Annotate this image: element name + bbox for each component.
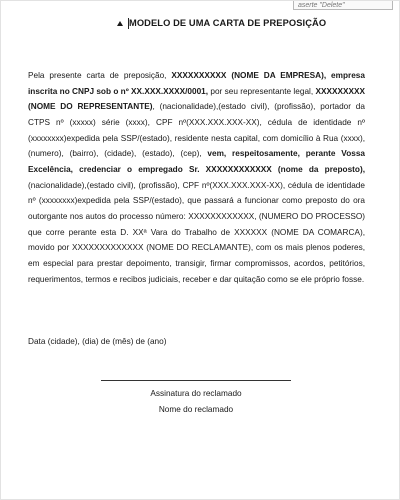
text-run: , (nacionalidade),(estado civil), (profissão), portador da CTPS nº (xxxxx) série (xxxx), CPF nº(XXX.XXX.XXX-XX), cédula de identidade nº (xxxxxxxx)expedida pela SSP/(estado), residente nesta capital, com domicílio à Rua (xxxx), (numero), (bairro), (cidade), (estado), (cep), — [28, 102, 365, 159]
date-line: Data (cidade), (dia) de (mês) de (ano) — [28, 337, 167, 346]
letter-body — [28, 68, 365, 287]
text-run: por seu representante legal, — [208, 86, 316, 96]
signature-line — [101, 380, 291, 381]
text-run: Pela presente carta de preposição, — [28, 71, 172, 80]
title-row — [117, 17, 326, 29]
letter-paragraph — [28, 68, 365, 287]
bold-run: XXXXXXXXX (NOME DO REPRESENTANTE) — [28, 86, 365, 112]
document-title: MODELO DE UMA CARTA DE PREPOSIÇÃO — [129, 18, 327, 28]
bold-run: vem, respeitosamente, perante Vossa Excelência, credenciar o empregado Sr. XXXXXXXXXXXX (nome da preposto), — [28, 149, 366, 174]
bold-run: XXXXXXXXXX (NOME DA EMPRESA), empresa inscrita no CNPJ sob o nº XX.XXX.XXXX/0001, — [28, 71, 365, 96]
collapse-triangle-icon[interactable] — [117, 21, 123, 26]
signature-name: Nome do reclamado — [158, 405, 234, 414]
text-run: (nacionalidade),(estado civil), (profissão), CPF nº(XXX.XXX.XXX-XX), cédula de identidade nº (xxxxxxxx)expedida pela SSP/(estado), que passará a funcionar como preposto do ora outorgante nos autos do processo número: XXXXXXXXXXXX, (NUMERO DO PROCESSO) que corre perante esta D. XXª Vara do Trabalho de XXXXXX (NOME DA COMARCA), movido por XXXXXXXXXXXXX (NOME DO RECLAMANTE), com os mais plenos poderes, em especial para prestar depoimento, transigir, firmar compromissos, acordos, petitórios, requerimentos, termos e recibos judiciais, receber e dar quitação como se ele próprio fosse. — [28, 180, 365, 284]
signature-label: Assinatura do reclamado — [150, 389, 242, 398]
tooltip: aserte "Delete" — [293, 1, 393, 10]
